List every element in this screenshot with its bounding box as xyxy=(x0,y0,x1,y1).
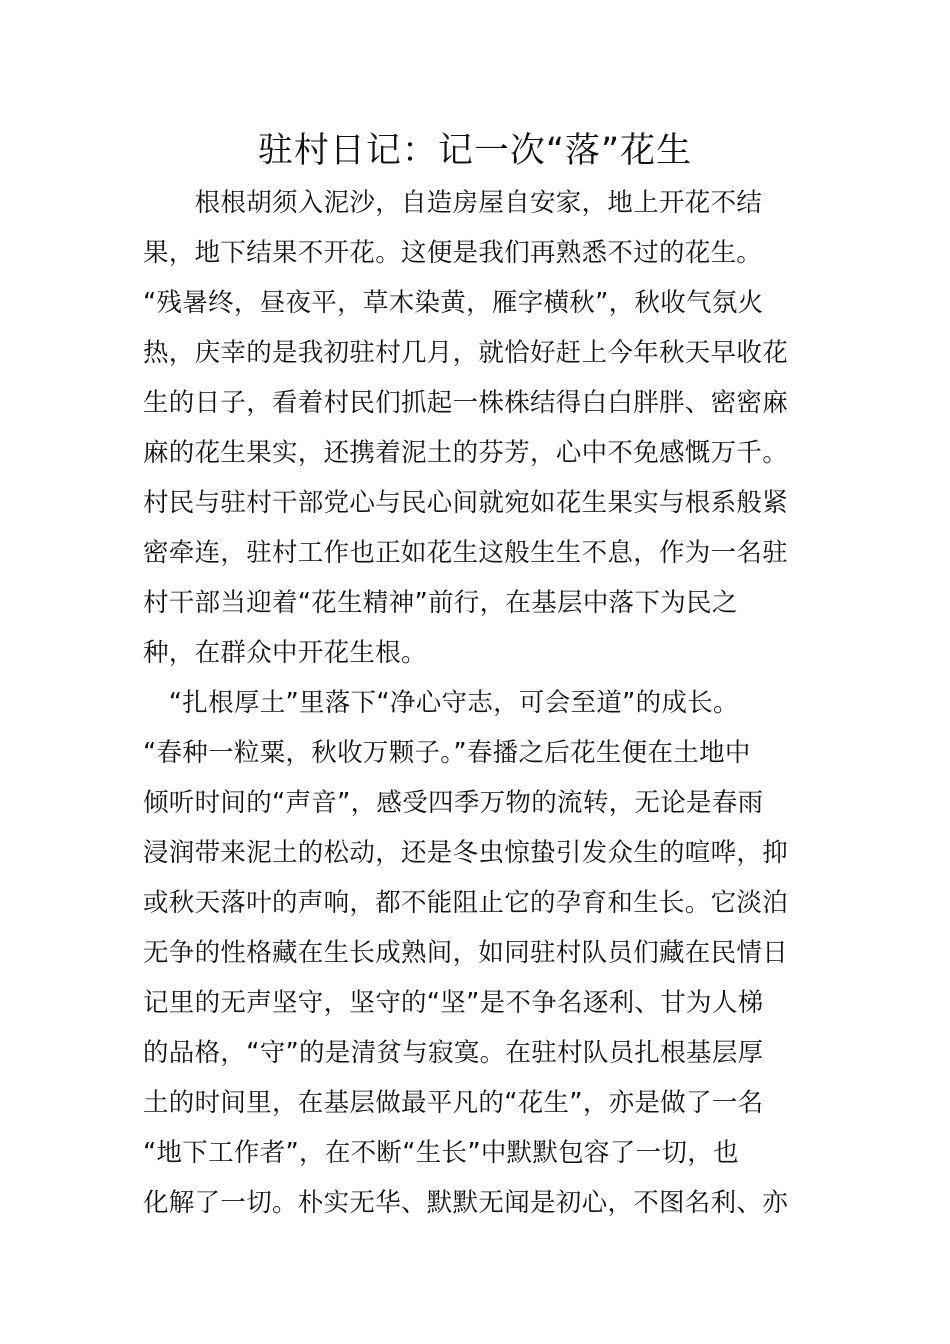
text-line: “扎根厚土”里落下“净心守志，可会至道”的成长。 xyxy=(143,688,739,718)
text-line: 倾听时间的“声音”，感受四季万物的流转，无论是春雨 xyxy=(143,788,764,818)
text-line: 的品格，“守”的是清贫与寂寞。在驻村队员扎根基层厚 xyxy=(143,1038,764,1068)
text-line: 浸润带来泥土的松动，还是冬虫惊蛰引发众生的喧哗，抑 xyxy=(143,838,789,868)
text-line: 或秋天落叶的声响，都不能阻止它的孕育和生长。它淡泊 xyxy=(143,888,789,918)
text-line: 生的日子，看着村民们抓起一株株结得白白胖胖、密密麻 xyxy=(143,388,789,418)
text-line: 热，庆幸的是我初驻村几月，就恰好赶上今年秋天早收花 xyxy=(143,338,789,368)
text-line: 密牵连，驻村工作也正如花生这般生生不息，作为一名驻 xyxy=(143,538,789,568)
text-line: 村干部当迎着“花生精神”前行，在基层中落下为民之 xyxy=(143,588,738,618)
text-line: 根根胡须入泥沙，自造房屋自安家，地上开花不结 xyxy=(143,188,763,218)
document-title: 驻村日记：记一次“落”花生 xyxy=(257,131,693,171)
text-line: “地下工作者”，在不断“生长”中默默包容了一切，也 xyxy=(143,1138,739,1168)
text-line: 记里的无声坚守，坚守的“坚”是不争名逐利、甘为人梯 xyxy=(143,988,764,1018)
text-line: 无争的性格藏在生长成熟间，如同驻村队员们藏在民情日 xyxy=(143,938,789,968)
text-line: 果，地下结果不开花。这便是我们再熟悉不过的花生。 xyxy=(143,238,763,268)
text-line: “残暑终，昼夜平，草木染黄，雁字横秋”，秋收气氛火 xyxy=(143,288,764,318)
text-line: 村民与驻村干部党心与民心间就宛如花生果实与根系般紧 xyxy=(143,488,789,518)
text-line: 种，在群众中开花生根。 xyxy=(143,638,427,668)
text-line: 土的时间里，在基层做最平凡的“花生”，亦是做了一名 xyxy=(143,1088,764,1118)
document-body xyxy=(143,178,823,1228)
text-line: 麻的花生果实，还携着泥土的芬芳，心中不免感慨万千。 xyxy=(143,438,789,468)
text-line: “春种一粒粟，秋收万颗子。”春播之后花生便在土地中 xyxy=(143,738,751,768)
text-line: 化解了一切。朴实无华、默默无闻是初心，不图名利、亦 xyxy=(143,1188,789,1218)
